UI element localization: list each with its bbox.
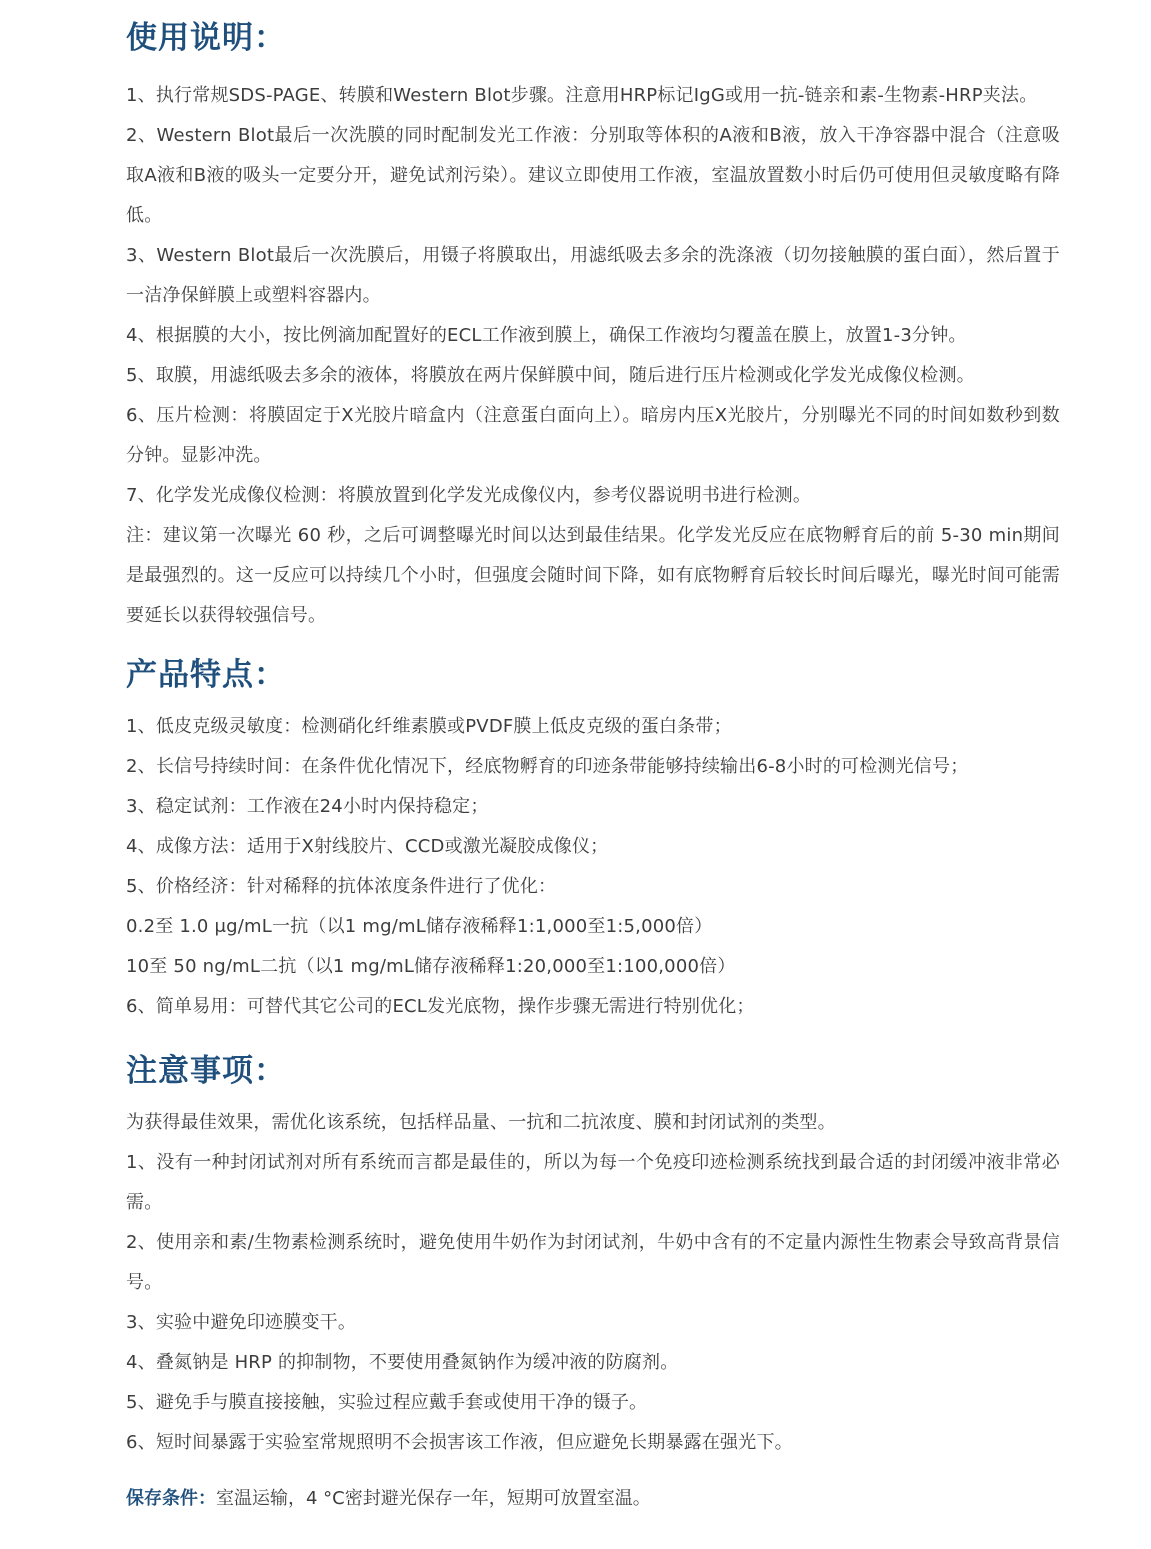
feature-item: 10至 50 ng/mL二抗（以1 mg/mL储存液稀释1:20,000至1:100,000倍） (126, 956, 736, 977)
usage-paragraph: 1、执行常规SDS-PAGE、转膜和Western Blot步骤。注意用HRP标记IgG或用一抗-链亲和素-生物素-HRP夹法。 (126, 85, 1038, 106)
usage-paragraph: 4、根据膜的大小，按比例滴加配置好的ECL工作液到膜上，确保工作液均匀覆盖在膜上，放置1-3分钟。 (126, 325, 967, 346)
usage-paragraph: 5、取膜，用滤纸吸去多余的液体，将膜放在两片保鲜膜中间，随后进行压片检测或化学发光成像仪检测。 (126, 365, 975, 386)
note-item: 1、没有一种封闭试剂对所有系统而言都是最佳的，所以为每一个免疫印迹检测系统找到最合适的封闭缓冲液非常必需。 (126, 1152, 1060, 1213)
storage-text: 室温运输，4 °C密封避光保存一年，短期可放置室温。 (216, 1488, 651, 1509)
usage-paragraph: 2、Western Blot最后一次洗膜的同时配制发光工作液：分别取等体积的A液和B液，放入干净容器中混合（注意吸取A液和B液的吸头一定要分开，避免试剂污染）。建议立即使用工作液，室温放置数小时后仍可使用但灵敏度略有降低。 (126, 125, 1060, 226)
note-item: 4、叠氮钠是 HRP 的抑制物，不要使用叠氮钠作为缓冲液的防腐剂。 (126, 1352, 679, 1373)
usage-note: 注：建议第一次曝光 60 秒，之后可调整曝光时间以达到最佳结果。化学发光反应在底物孵育后的前 5-30 min期间是最强烈的。这一反应可以持续几个小时，但强度会随时间下降，如有底物孵育后较长时间后曝光，曝光时间可能需要延长以获得较强信号。 (126, 525, 1060, 626)
features-section (126, 649, 1060, 1027)
note-item: 6、短时间暴露于实验室常规照明不会损害该工作液，但应避免长期暴露在强光下。 (126, 1432, 793, 1453)
feature-item: 0.2至 1.0 μg/mL一抗（以1 mg/mL储存液稀释1:1,000至1:5,000倍） (126, 916, 713, 937)
notes-section (126, 1045, 1060, 1463)
note-item: 5、避免手与膜直接接触，实验过程应戴手套或使用干净的镊子。 (126, 1392, 648, 1413)
storage-conditions (126, 1479, 1060, 1519)
document-content (126, 12, 1060, 1519)
feature-item: 6、简单易用：可替代其它公司的ECL发光底物，操作步骤无需进行特别优化； (126, 996, 755, 1017)
note-item: 3、实验中避免印迹膜变干。 (126, 1312, 357, 1333)
usage-paragraph: 3、Western Blot最后一次洗膜后，用镊子将膜取出，用滤纸吸去多余的洗涤液（切勿接触膜的蛋白面），然后置于一洁净保鲜膜上或塑料容器内。 (126, 245, 1060, 306)
feature-item: 4、成像方法：适用于X射线胶片、CCD或激光凝胶成像仪； (126, 836, 609, 857)
usage-section (126, 12, 1060, 636)
note-item: 为获得最佳效果，需优化该系统，包括样品量、一抗和二抗浓度、膜和封闭试剂的类型。 (126, 1112, 836, 1133)
notes-title: 注意事项： (126, 1053, 286, 1089)
usage-title: 使用说明： (126, 20, 286, 56)
feature-item: 5、价格经济：针对稀释的抗体浓度条件进行了优化： (126, 876, 557, 897)
note-item: 2、使用亲和素/生物素检测系统时，避免使用牛奶作为封闭试剂，牛奶中含有的不定量内源性生物素会导致高背景信号。 (126, 1232, 1060, 1293)
usage-paragraph: 7、化学发光成像仪检测：将膜放置到化学发光成像仪内，参考仪器说明书进行检测。 (126, 485, 812, 506)
feature-item: 2、长信号持续时间：在条件优化情况下，经底物孵育的印迹条带能够持续输出6-8小时的可检测光信号； (126, 756, 969, 777)
usage-paragraph: 6、压片检测：将膜固定于X光胶片暗盒内（注意蛋白面向上）。暗房内压X光胶片，分别曝光不同的时间如数秒到数分钟。显影冲洗。 (126, 405, 1060, 466)
features-title: 产品特点： (126, 657, 286, 693)
feature-item: 3、稳定试剂：工作液在24小时内保持稳定； (126, 796, 489, 817)
feature-item: 1、低皮克级灵敏度：检测硝化纤维素膜或PVDF膜上低皮克级的蛋白条带； (126, 716, 732, 737)
storage-label: 保存条件： (126, 1488, 216, 1509)
